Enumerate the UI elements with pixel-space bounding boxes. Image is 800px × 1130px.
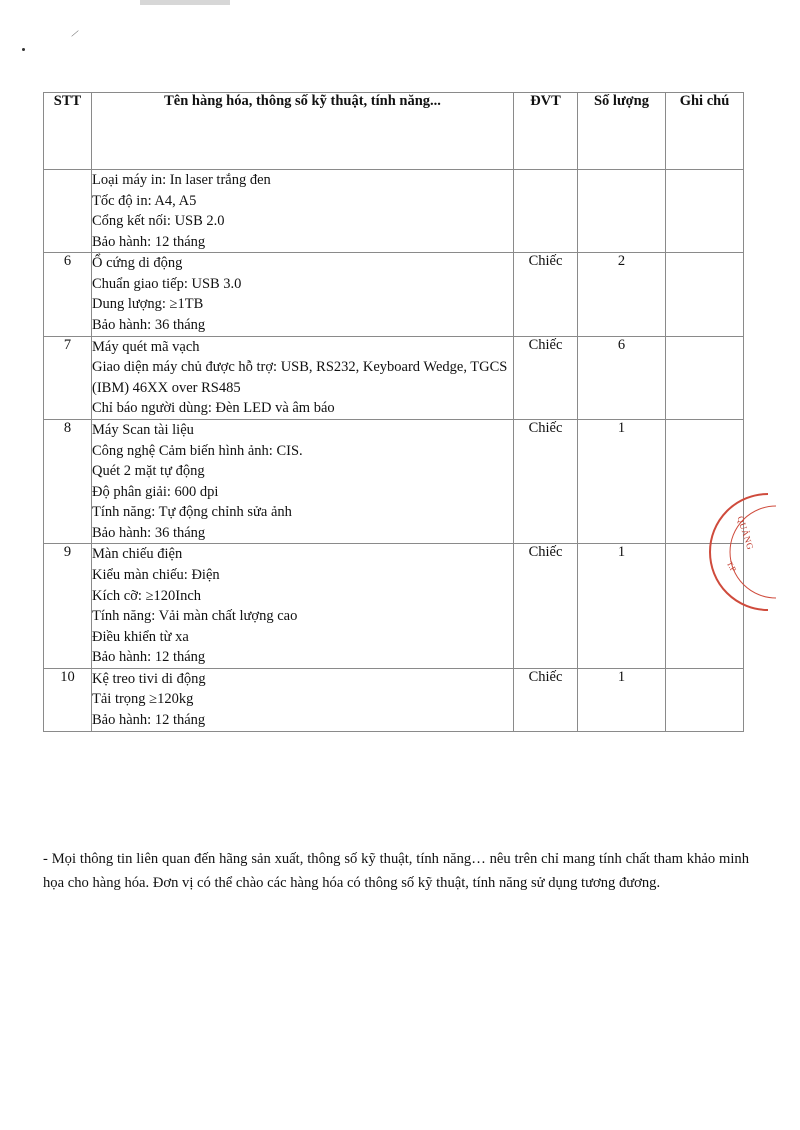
cell-name [92,668,514,731]
cell-name [92,544,514,668]
spec-line: Kiểu màn chiếu: Điện [92,566,220,583]
cell-name [92,170,514,253]
spec-line: Kích cỡ: ≥120Inch [92,587,202,604]
cell-stt [44,170,92,253]
cell-stt: 8 [44,419,92,543]
specification-table-wrapper [43,92,743,732]
cell-name [92,419,514,543]
spec-line: Độ phân giải: 600 dpi [92,483,219,500]
cell-note [666,668,744,731]
table-header-row [44,93,744,170]
cell-unit: Chiếc [514,336,578,419]
cell-stt: 7 [44,336,92,419]
spec-line: Chuẩn giao tiếp: USB 3.0 [92,275,242,292]
spec-line: Loại máy in: In laser trắng đen [92,172,271,188]
cell-name [92,336,514,419]
cell-note [666,336,744,419]
cell-stt: 10 [44,668,92,731]
cell-quantity: 1 [578,668,666,731]
scan-smudge-artifact [140,0,230,5]
cell-quantity [578,170,666,253]
spec-line: Tính năng: Vải màn chất lượng cao [92,608,298,625]
spec-line: Máy Scan tài liệu [92,421,194,438]
spec-line: Công nghệ Cảm biến hình ảnh: CIS. [92,442,303,459]
spec-line: Tính năng: Tự động chỉnh sửa ảnh [92,504,292,521]
spec-line: Bảo hành: 12 tháng [92,712,206,729]
stamp-text-line1: QUẢNG [735,514,756,552]
spec-line: Quét 2 mặt tự động [92,463,205,480]
spec-line: Dung lượng: ≥1TB [92,296,204,313]
cell-unit: Chiếc [514,668,578,731]
spec-line: Tải trọng ≥120kg [92,691,194,708]
cell-stt: 9 [44,544,92,668]
spec-line: Ổ cứng di động [92,255,183,272]
table-row [44,668,744,731]
table-row [44,544,744,668]
pen-mark-artifact: ⁄ [72,27,78,41]
spec-line: Giao diện máy chủ được hỗ trợ: USB, RS232, Keyboard Wedge, TGCS (IBM) 46XX over RS485 [92,359,508,396]
cell-unit: Chiếc [514,419,578,543]
cell-unit: Chiếc [514,544,578,668]
column-header-quantity: Số lượng [578,93,666,170]
cell-note [666,419,744,543]
cell-quantity: 6 [578,336,666,419]
column-header-note: Ghi chú [666,93,744,170]
spec-line: Màn chiếu điện [92,546,183,563]
table-row [44,253,744,336]
cell-note [666,253,744,336]
spec-line: Cổng kết nối: USB 2.0 [92,213,225,230]
cell-quantity: 1 [578,544,666,668]
cell-stt: 6 [44,253,92,336]
spec-line: Điều khiển từ xa [92,628,189,645]
stamp-text-line2: T.P [724,559,738,574]
table-row [44,336,744,419]
cell-name [92,253,514,336]
column-header-stt: STT [44,93,92,170]
scan-top-edge [0,0,800,7]
spec-line: Bảo hành: 36 tháng [92,524,206,541]
spec-line: Bảo hành: 36 tháng [92,317,206,334]
specification-table [43,92,744,732]
spec-line: Bảo hành: 12 tháng [92,649,206,666]
column-header-unit: ĐVT [514,93,578,170]
cell-note [666,544,744,668]
spec-line: Bảo hành: 12 tháng [92,233,206,250]
spec-line: Tốc độ in: A4, A5 [92,192,197,209]
column-header-name: Tên hàng hóa, thông số kỹ thuật, tính năng... [92,93,514,170]
cell-unit: Chiếc [514,253,578,336]
table-row [44,419,744,543]
cell-quantity: 2 [578,253,666,336]
table-row [44,170,744,253]
cell-unit [514,170,578,253]
cell-quantity: 1 [578,419,666,543]
cell-note [666,170,744,253]
footnote-paragraph: - Mọi thông tin liên quan đến hãng sản xuất, thông số kỹ thuật, tính năng… nêu trên chỉ mang tính chất tham khảo minh họa cho hàng hóa. Đơn vị có thể chào các hàng hóa có thông số kỹ thuật, tính năng sử dụng tương đương. [43,851,749,891]
ink-dot-artifact [22,48,25,51]
spec-line: Chỉ báo người dùng: Đèn LED và âm báo [92,400,335,417]
spec-line: Máy quét mã vạch [92,338,200,355]
spec-line: Kệ treo tivi di động [92,670,206,687]
